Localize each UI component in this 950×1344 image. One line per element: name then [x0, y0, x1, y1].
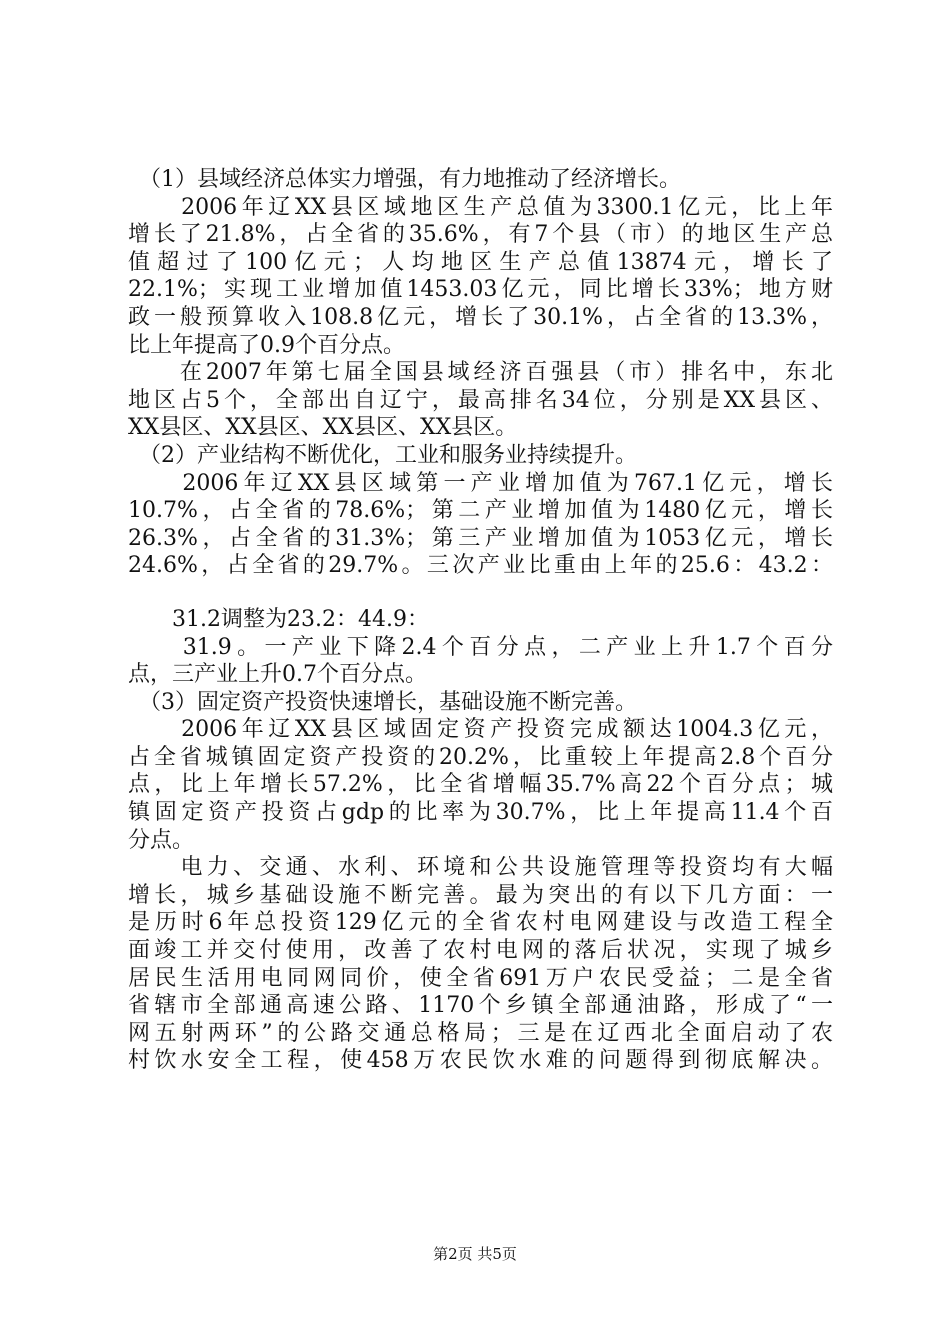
text-line: 10.7%，占全省的78.6%；第二产业增加值为1480亿元，增长: [128, 498, 833, 524]
text-line: 增长，城乡基础设施不断完善。最为突出的有以下几方面：一: [128, 882, 833, 908]
text-line: 镇固定资产投资占gdp的比率为30.7%，比上年提高11.4个百: [128, 800, 833, 826]
text-line: 点，三产业上升0.7个百分点。: [128, 662, 427, 688]
text-line: XX县区、XX县区、XX县区、XX县区。: [128, 415, 518, 441]
text-line: （1）县域经济总体实力增强，有力地推动了经济增长。: [128, 167, 681, 192]
document-body: [128, 166, 833, 1075]
text-line: 2006年辽XX县区域第一产业增加值为767.1亿元，增长: [128, 470, 833, 496]
text-line: 31.9。一产业下降2.4个百分点，二产业上升1.7个百分: [128, 634, 833, 660]
text-line: 占全省城镇固定资产投资的20.2%，比重较上年提高2.8个百分: [128, 744, 833, 770]
text-line: 26.3%，占全省的31.3%；第三产业增加值为1053亿元，增长: [128, 525, 833, 551]
text-line: 点，比上年增长57.2%，比全省增幅35.7%高22个百分点；城: [128, 772, 833, 798]
text-line: 电力、交通、水利、环境和公共设施管理等投资均有大幅: [128, 855, 833, 881]
text-line: 22.1%；实现工业增加值1453.03亿元，同比增长33%；地方财: [128, 277, 833, 303]
text-line: 在2007年第七届全国县域经济百强县（市）排名中，东北: [128, 360, 833, 386]
page-number-footer: 第2页 共5页: [433, 1245, 517, 1263]
paragraph-gap: [128, 580, 833, 606]
text-line: 政一般预算收入108.8亿元，增长了30.1%，占全省的13.3%，: [128, 304, 833, 330]
text-line: 分点。: [128, 827, 195, 853]
text-line: 比上年提高了0.9个百分点。: [128, 332, 405, 358]
text-line: 增长了21.8%，占全省的35.6%，有7个县（市）的地区生产总: [128, 222, 833, 248]
text-line: 是历时6年总投资129亿元的全省农村电网建设与改造工程全: [128, 910, 833, 936]
text-line: 地区占5个，全部出自辽宁，最高排名34位，分别是XX县区、: [128, 387, 833, 413]
text-line: 省辖市全部通高速公路、1170个乡镇全部通油路，形成了“一: [128, 993, 833, 1019]
text-line: 面竣工并交付使用，改善了农村电网的落后状况，实现了城乡: [128, 938, 833, 964]
text-line: （3）固定资产投资快速增长，基础设施不断完善。: [128, 689, 637, 715]
text-line: 24.6%，占全省的29.7%。三次产业比重由上年的25.6：43.2：: [128, 553, 833, 579]
text-line: （2）产业结构不断优化，工业和服务业持续提升。: [128, 442, 637, 468]
text-line: 村饮水安全工程，使458万农民饮水难的问题得到彻底解决。: [128, 1048, 833, 1074]
text-line: 值超过了100亿元；人均地区生产总值13874元，增长了: [128, 249, 833, 275]
text-line: 2006年辽XX县区域地区生产总值为3300.1亿元，比上年: [128, 194, 833, 220]
text-line: 2006年辽XX县区域固定资产投资完成额达1004.3亿元，: [128, 717, 833, 743]
text-line: 网五射两环”的公路交通总格局；三是在辽西北全面启动了农: [128, 1020, 833, 1046]
text-line: 居民生活用电同网同价，使全省691万户农民受益；二是全省: [128, 965, 833, 991]
text-line: 31.2调整为23.2：44.9：: [128, 606, 429, 632]
